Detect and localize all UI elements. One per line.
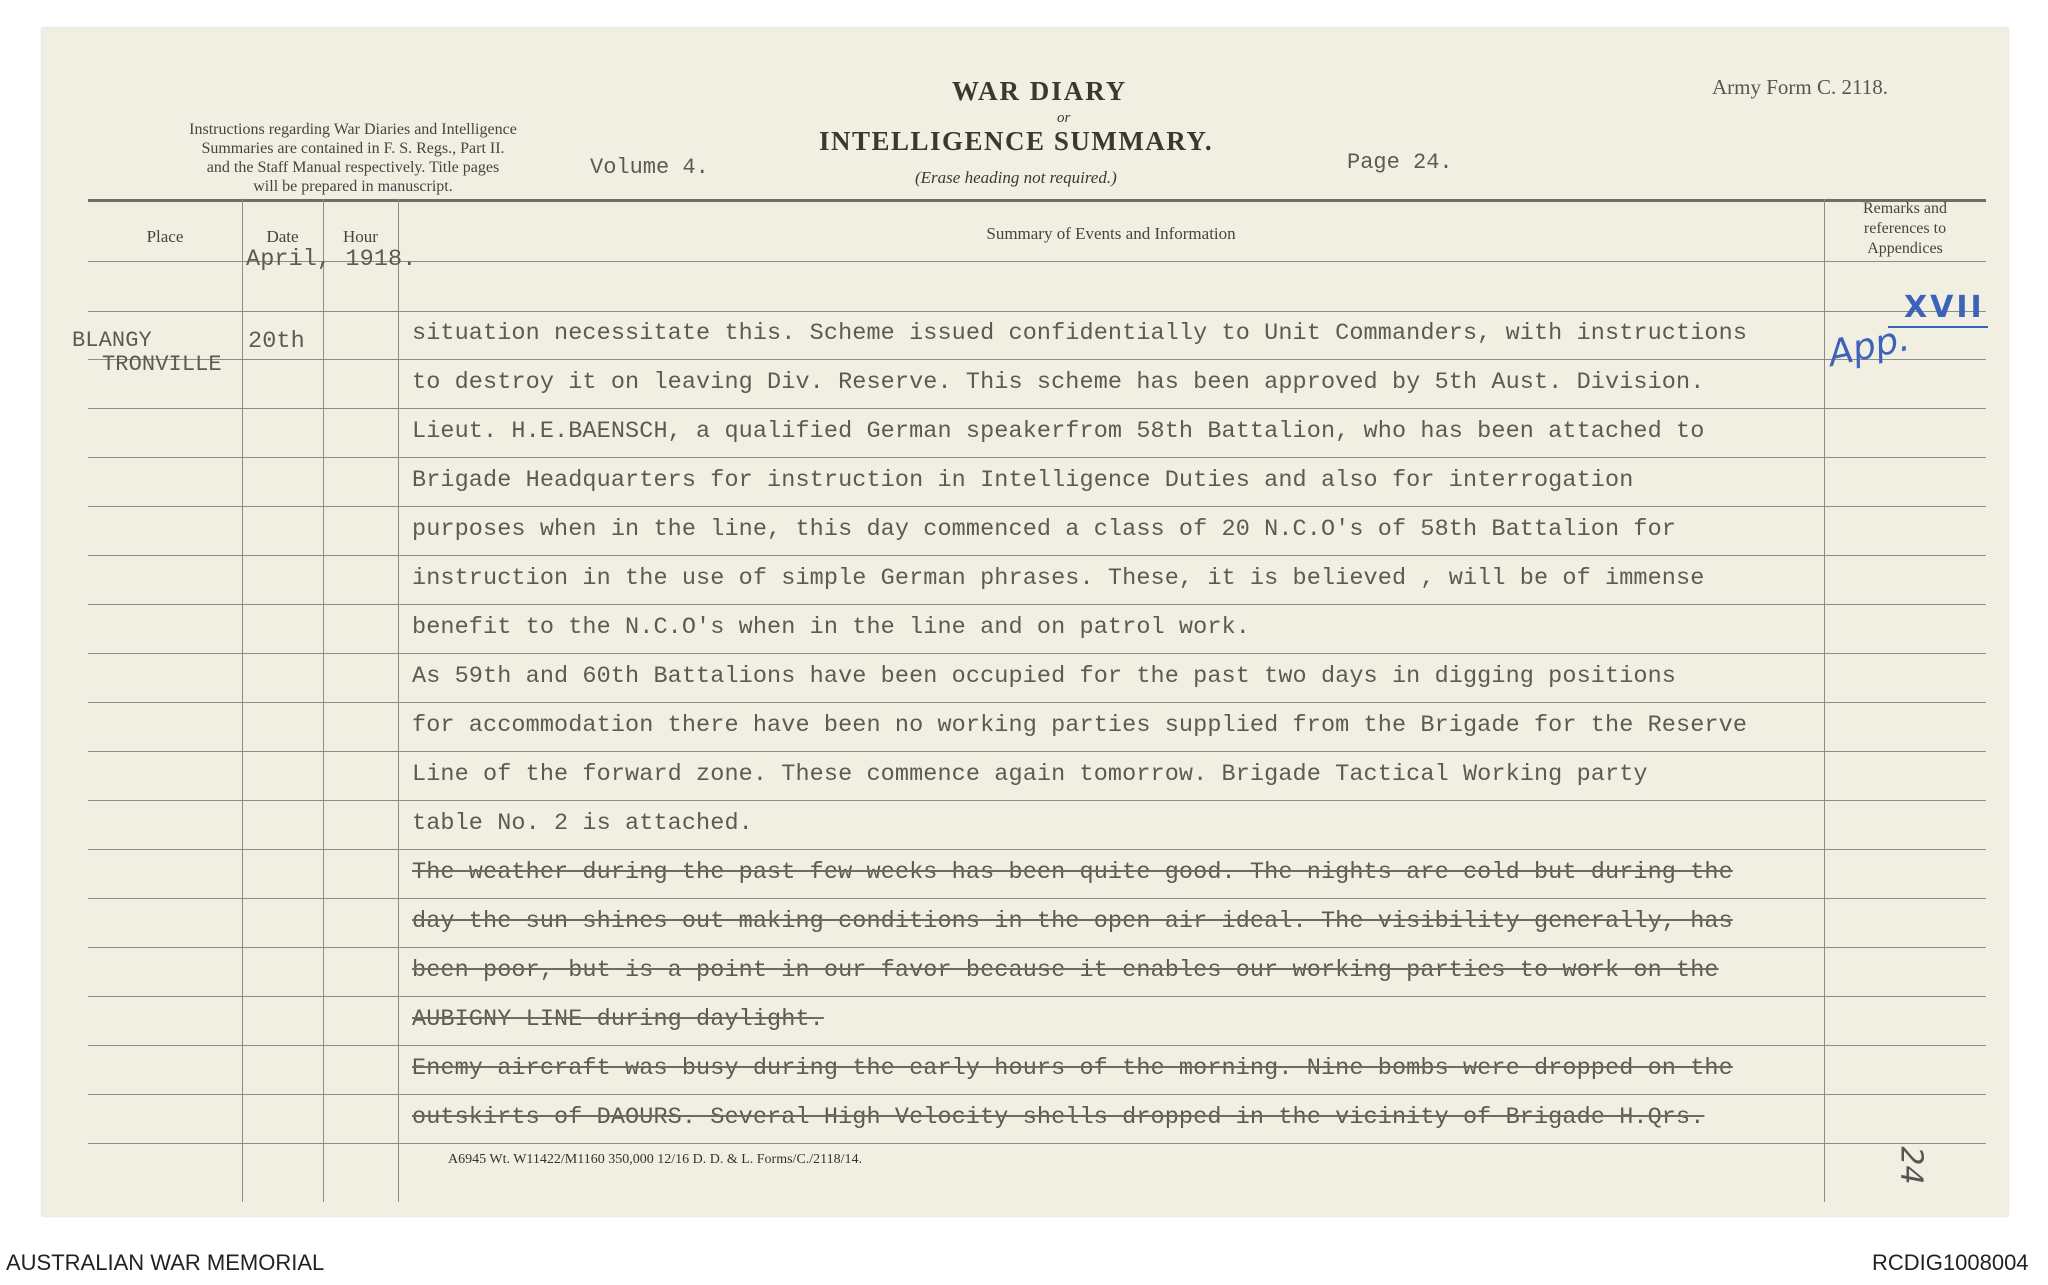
or-label: or: [1057, 110, 1071, 126]
entry-day: 20th: [248, 328, 305, 355]
place-divider: [242, 199, 243, 1202]
summary-line: purposes when in the line, this day commenced a class of 20 N.C.O's of 58th Battalion for: [412, 516, 1677, 543]
table-top-rule: [88, 199, 1986, 202]
instructions-line: Summaries are contained in F. S. Regs., Part II.: [201, 140, 505, 157]
army-form-label: Army Form C. 2118.: [1712, 75, 1888, 99]
archive-credit: AUSTRALIAN WAR MEMORIAL: [6, 1250, 325, 1275]
diary-page: [42, 28, 2008, 1216]
instructions-block: [128, 120, 578, 196]
diary-title: WAR DIARY: [952, 76, 1128, 106]
summary-line: benefit to the N.C.O's when in the line and on patrol work.: [412, 614, 1250, 641]
summary-line: been poor, but is a point in our favor because it enables our working parties to work on the: [412, 957, 1719, 984]
summary-line: day the sun shines out making conditions in the open air ideal. The visibility generally, has: [412, 908, 1733, 935]
summary-line: situation necessitate this. Scheme issued confidentially to Unit Commanders, with instructions: [412, 320, 1748, 347]
hour-divider: [398, 199, 399, 1202]
remarks-header-line: references to: [1863, 220, 1947, 237]
date-divider: [323, 199, 324, 1202]
column-header-hour: Hour: [343, 227, 378, 246]
instructions-line: Instructions regarding War Diaries and Intelligence: [189, 121, 517, 138]
column-header-place: Place: [146, 227, 184, 246]
archive-reference: RCDIG1008004: [1872, 1250, 2029, 1275]
remarks-header-line: Remarks and: [1863, 200, 1947, 217]
erase-note: (Erase heading not required.): [915, 168, 1117, 187]
summary-line: AUBIGNY LINE during daylight.: [412, 1006, 824, 1033]
summary-line: Lieut. H.E.BAENSCH, a qualified German speakerfrom 58th Battalion, who has been attached to: [412, 418, 1705, 445]
remarks-divider: [1824, 199, 1825, 1202]
summary-line: As 59th and 60th Battalions have been occupied for the past two days in digging positions: [412, 663, 1677, 690]
column-header-date: Date: [266, 227, 299, 246]
place-line-1: BLANGY: [72, 328, 152, 353]
place-line-2: TRONVILLE: [102, 352, 222, 377]
column-header-summary: Summary of Events and Information: [986, 224, 1236, 243]
print-code: A6945 Wt. W11422/M1160 350,000 12/16 D. D. & L. Forms/C./2118/14.: [448, 1152, 863, 1167]
remarks-header-line: Appendices: [1867, 240, 1943, 257]
summary-line: Brigade Headquarters for instruction in Intelligence Duties and also for interrogation: [412, 467, 1634, 494]
summary-line: Enemy aircraft was busy during the early hours of the morning. Nine bombs were dropped on the: [412, 1055, 1733, 1082]
folio-mark: 24: [1893, 1146, 1929, 1185]
page-number: Page 24.: [1347, 150, 1453, 175]
summary-title: INTELLIGENCE SUMMARY.: [819, 126, 1214, 156]
summary-line: outskirts of DAOURS. Several High Velocity shells dropped in the vicinity of Brigade H.Qrs.: [412, 1104, 1705, 1131]
instructions-line: will be prepared in manuscript.: [253, 178, 453, 195]
summary-line: for accommodation there have been no working parties supplied from the Brigade for the Reserve: [412, 712, 1748, 739]
appendix-label: App.: [1824, 317, 1914, 376]
appendix-number: XVII: [1904, 290, 1985, 325]
entry-month: April, 1918.: [246, 246, 417, 273]
summary-line: Line of the forward zone. These commence again tomorrow. Brigade Tactical Working party: [412, 761, 1648, 788]
summary-line: table No. 2 is attached.: [412, 810, 753, 837]
summary-line: instruction in the use of simple German phrases. These, it is believed , will be of immense: [412, 565, 1705, 592]
instructions-line: and the Staff Manual respectively. Title pages: [206, 159, 500, 176]
summary-line: The weather during the past few weeks has been quite good. The nights are cold but during the: [412, 859, 1733, 886]
summary-line: to destroy it on leaving Div. Reserve. This scheme has been approved by 5th Aust. Division.: [412, 369, 1705, 396]
volume-label: Volume 4.: [590, 155, 709, 180]
column-header-remarks: [1824, 199, 1986, 259]
